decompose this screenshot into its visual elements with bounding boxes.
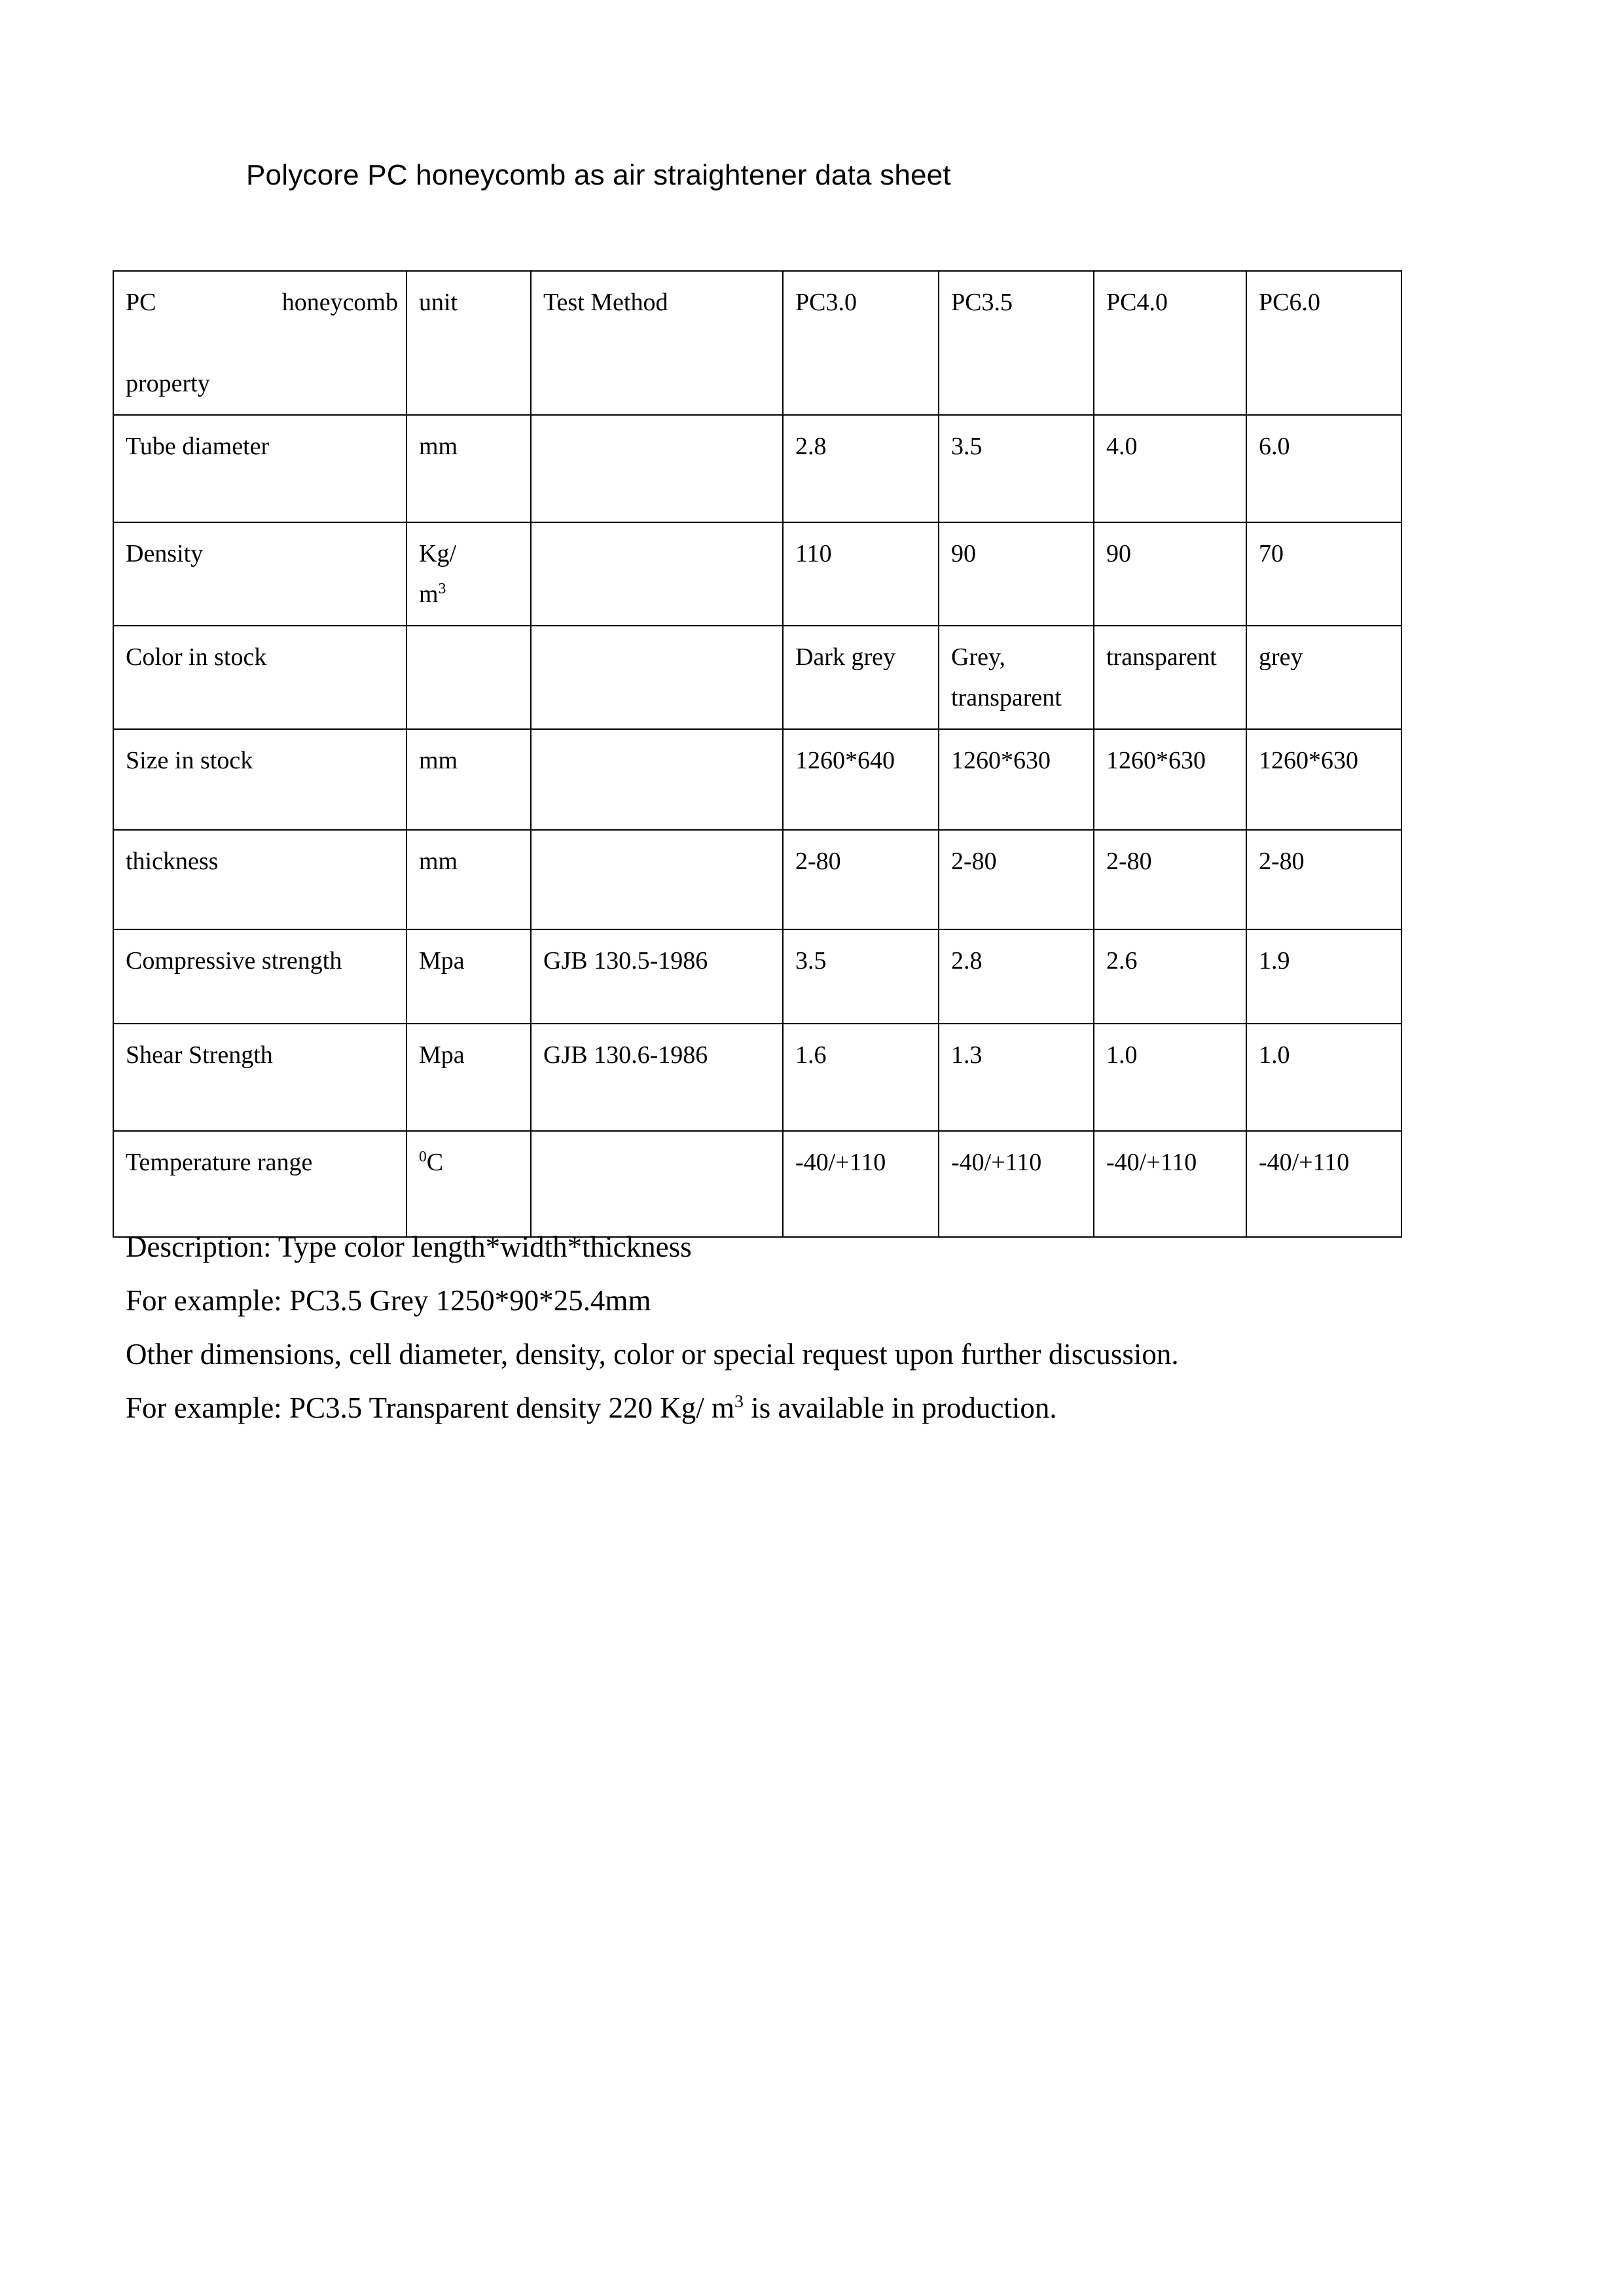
cell-pc30: 3.5 bbox=[783, 929, 939, 1024]
cell-pc60: -40/+110 bbox=[1246, 1131, 1401, 1237]
cell-pc40: 1.0 bbox=[1094, 1024, 1246, 1131]
unit-line1: Kg/ bbox=[419, 540, 456, 567]
header-cell-test-method: Test Method bbox=[531, 271, 783, 415]
header-cell-pc30: PC3.0 bbox=[783, 271, 939, 415]
header-cell-property bbox=[113, 271, 406, 415]
cell-property: Shear Strength bbox=[113, 1024, 406, 1131]
table-row-size-in-stock bbox=[113, 729, 1401, 830]
cell-pc60: 2-80 bbox=[1246, 830, 1401, 929]
cell-test-method bbox=[531, 626, 783, 729]
cell-pc30: 1.6 bbox=[783, 1024, 939, 1131]
cell-property: Color in stock bbox=[113, 626, 406, 729]
description-line-format: Description: Type color length*width*thickness bbox=[126, 1230, 692, 1263]
cell-pc35: -40/+110 bbox=[939, 1131, 1094, 1237]
cell-pc35: 2.8 bbox=[939, 929, 1094, 1024]
cell-pc40: 2.6 bbox=[1094, 929, 1246, 1024]
cell-pc30: 2-80 bbox=[783, 830, 939, 929]
page-title: Polycore PC honeycomb as air straightener data sheet bbox=[246, 159, 951, 191]
cell-pc35: Grey, transparent bbox=[939, 626, 1094, 729]
cell-pc30: Dark grey bbox=[783, 626, 939, 729]
cell-test-method bbox=[531, 415, 783, 522]
cell-pc30: 110 bbox=[783, 522, 939, 626]
cell-unit bbox=[406, 522, 531, 626]
cell-pc35: 3.5 bbox=[939, 415, 1094, 522]
cell-property: Temperature range bbox=[113, 1131, 406, 1237]
header-cell-pc60: PC6.0 bbox=[1246, 271, 1401, 415]
description-line-example-2-pre: For example: PC3.5 Transparent density 220 Kg/ m bbox=[126, 1391, 734, 1424]
cell-test-method bbox=[531, 522, 783, 626]
cell-pc60: 70 bbox=[1246, 522, 1401, 626]
cell-pc40: 4.0 bbox=[1094, 415, 1246, 522]
cell-pc35: 1260*630 bbox=[939, 729, 1094, 830]
cell-test-method bbox=[531, 729, 783, 830]
cell-pc40: 2-80 bbox=[1094, 830, 1246, 929]
unit-base: C bbox=[426, 1149, 444, 1176]
cell-test-method: GJB 130.5-1986 bbox=[531, 929, 783, 1024]
description-line-example-2 bbox=[126, 1381, 1533, 1435]
cell-property: Compressive strength bbox=[113, 929, 406, 1024]
cell-pc35: 1.3 bbox=[939, 1024, 1094, 1131]
header-cell-pc40: PC4.0 bbox=[1094, 271, 1246, 415]
header-cell-unit: unit bbox=[406, 271, 531, 415]
cell-unit: Mpa bbox=[406, 1024, 531, 1131]
cell-test-method bbox=[531, 830, 783, 929]
header-property-line2: property bbox=[126, 370, 210, 397]
cell-property: Tube diameter bbox=[113, 415, 406, 522]
table-row-color-in-stock bbox=[113, 626, 1401, 729]
cell-unit: mm bbox=[406, 415, 531, 522]
cell-pc60: grey bbox=[1246, 626, 1401, 729]
table-row-density bbox=[113, 522, 1401, 626]
table-row-thickness bbox=[113, 830, 1401, 929]
cell-pc60: 1.0 bbox=[1246, 1024, 1401, 1131]
cell-unit: mm bbox=[406, 830, 531, 929]
cell-pc40: 1260*630 bbox=[1094, 729, 1246, 830]
cell-property: thickness bbox=[113, 830, 406, 929]
description-line-example-2-post: is available in production. bbox=[743, 1391, 1057, 1424]
cell-unit: Mpa bbox=[406, 929, 531, 1024]
cell-pc60: 6.0 bbox=[1246, 415, 1401, 522]
cell-pc40: transparent bbox=[1094, 626, 1246, 729]
header-cell-pc35: PC3.5 bbox=[939, 271, 1094, 415]
cell-pc60: 1260*630 bbox=[1246, 729, 1401, 830]
cell-pc30: 2.8 bbox=[783, 415, 939, 522]
description-block bbox=[126, 1220, 1533, 1435]
table-row-tube-diameter bbox=[113, 415, 1401, 522]
table-header-row bbox=[113, 271, 1401, 415]
description-line-other-dimensions: Other dimensions, cell diameter, density, color or special request upon further discussion. bbox=[126, 1338, 1179, 1371]
honeycomb-properties-table bbox=[113, 270, 1402, 1238]
cell-pc30: 1260*640 bbox=[783, 729, 939, 830]
cell-property: Density bbox=[113, 522, 406, 626]
unit-superscript: 3 bbox=[438, 580, 446, 598]
header-property-line1: PC honeycomb bbox=[126, 289, 398, 316]
cell-pc35: 2-80 bbox=[939, 830, 1094, 929]
description-superscript: 3 bbox=[734, 1391, 744, 1412]
table-row-compressive-strength bbox=[113, 929, 1401, 1024]
table-row-shear-strength bbox=[113, 1024, 1401, 1131]
cell-pc30: -40/+110 bbox=[783, 1131, 939, 1237]
cell-pc40: 90 bbox=[1094, 522, 1246, 626]
cell-property: Size in stock bbox=[113, 729, 406, 830]
cell-unit: mm bbox=[406, 729, 531, 830]
description-line-example-1: For example: PC3.5 Grey 1250*90*25.4mm bbox=[126, 1284, 651, 1317]
cell-pc35: 90 bbox=[939, 522, 1094, 626]
unit-base: m bbox=[419, 581, 439, 608]
unit-superscript: 0 bbox=[419, 1148, 427, 1166]
cell-pc60: 1.9 bbox=[1246, 929, 1401, 1024]
cell-unit bbox=[406, 626, 531, 729]
cell-test-method: GJB 130.6-1986 bbox=[531, 1024, 783, 1131]
cell-pc40: -40/+110 bbox=[1094, 1131, 1246, 1237]
